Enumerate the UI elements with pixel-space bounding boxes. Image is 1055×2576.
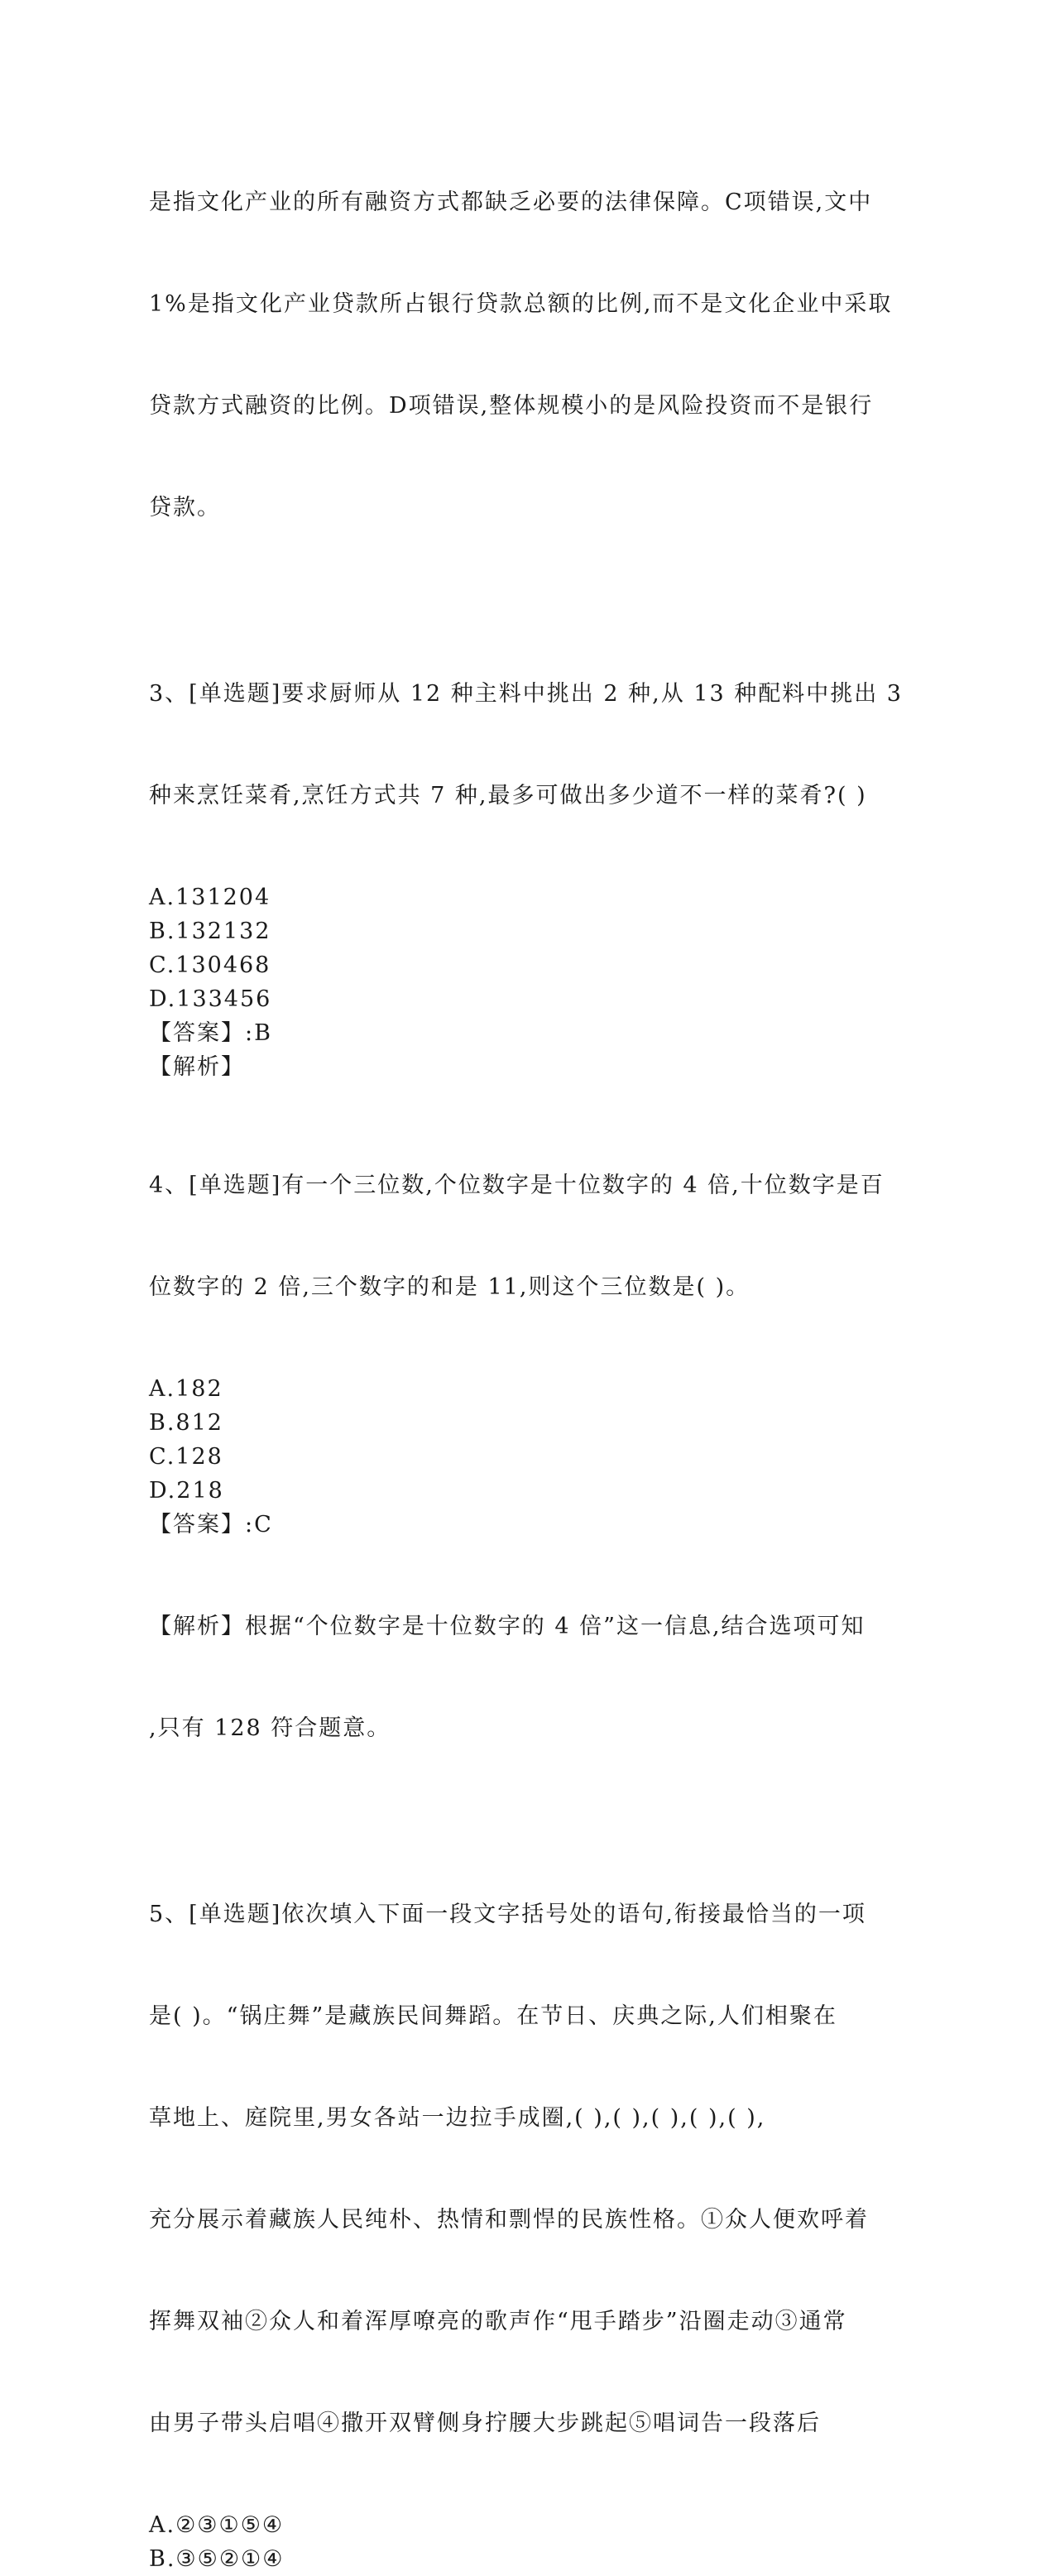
stem-line: 是( )。“锅庄舞”是藏族民间舞蹈。在节日、庆典之际,人们相聚在 (149, 2003, 837, 2029)
stem-line: 草地上、庭院里,男女各站一边拉手成圈,( ),( ),( ),( ),( ), (149, 2105, 766, 2131)
spacer (149, 1813, 894, 1830)
document-page (149, 118, 903, 2576)
intro-line: 1%是指文化产业贷款所占银行贷款总额的比例,而不是文化企业中采取 (149, 291, 893, 317)
option-b: B.812 (149, 1410, 223, 1436)
option-d: D.133456 (149, 986, 272, 1012)
stem-line: 5、[单选题]依次填入下面一段文字括号处的语句,衔接最恰当的一项 (149, 1902, 866, 1927)
option-a: A.182 (149, 1376, 223, 1402)
option-a: A.②③①⑤④ (149, 2512, 285, 2538)
option-a: A.131204 (149, 885, 271, 910)
analysis-line: ,只有 128 符合题意。 (149, 1715, 391, 1741)
intro-line: 贷款。 (149, 495, 221, 520)
stem-line: 挥舞双袖②众人和着浑厚嘹亮的歌声作“甩手踏步”沿圈走动③通常 (149, 2309, 847, 2334)
question-3 (149, 609, 903, 1084)
analysis-text (149, 1542, 894, 1813)
analysis-line: 【解析】根据“个位数字是十位数字的 4 倍”这一信息,结合选项可知 (149, 1614, 866, 1639)
option-c: C.128 (149, 1444, 223, 1470)
option-d: D.218 (149, 1478, 224, 1504)
stem-line: 位数字的 2 倍,三个数字的和是 11,则这个三位数是( )。 (149, 1274, 750, 1300)
answer-label: 【答案】:B (149, 1020, 272, 1046)
answer-label: 【答案】:C (149, 1512, 273, 1537)
stem-line: 4、[单选题]有一个三位数,个位数字是十位数字的 4 倍,十位数字是百 (149, 1173, 885, 1198)
question-stem (149, 1830, 894, 2508)
analysis-label: 【解析】 (149, 1054, 245, 1080)
stem-line: 由男子带头启唱④撒开双臂侧身拧腰大步跳起⑤唱词告一段落后 (149, 2411, 821, 2436)
intro-line: 是指文化产业的所有融资方式都缺乏必要的法律保障。C项错误,文中 (149, 189, 873, 215)
option-c: C.130468 (149, 952, 271, 978)
question-stem (149, 1101, 894, 1372)
stem-line: 3、[单选题]要求厨师从 12 种主料中挑出 2 种,从 13 种配料中挑出 3 (149, 681, 903, 707)
question-5 (149, 1830, 894, 2576)
question-stem (149, 609, 903, 880)
stem-line: 种来烹饪菜肴,烹饪方式共 7 种,最多可做出多少道不一样的菜肴?( ) (149, 783, 867, 808)
question-4 (149, 1101, 894, 1813)
option-b: B.③⑤②①④ (149, 2546, 285, 2572)
spacer (149, 1084, 894, 1101)
intro-paragraph (149, 118, 894, 592)
option-b: B.132132 (149, 919, 271, 944)
stem-line: 充分展示着藏族人民纯朴、热情和剽悍的民族性格。①众人便欢呼着 (149, 2207, 869, 2233)
spacer (149, 592, 894, 609)
intro-line: 贷款方式融资的比例。D项错误,整体规模小的是风险投资而不是银行 (149, 393, 874, 419)
